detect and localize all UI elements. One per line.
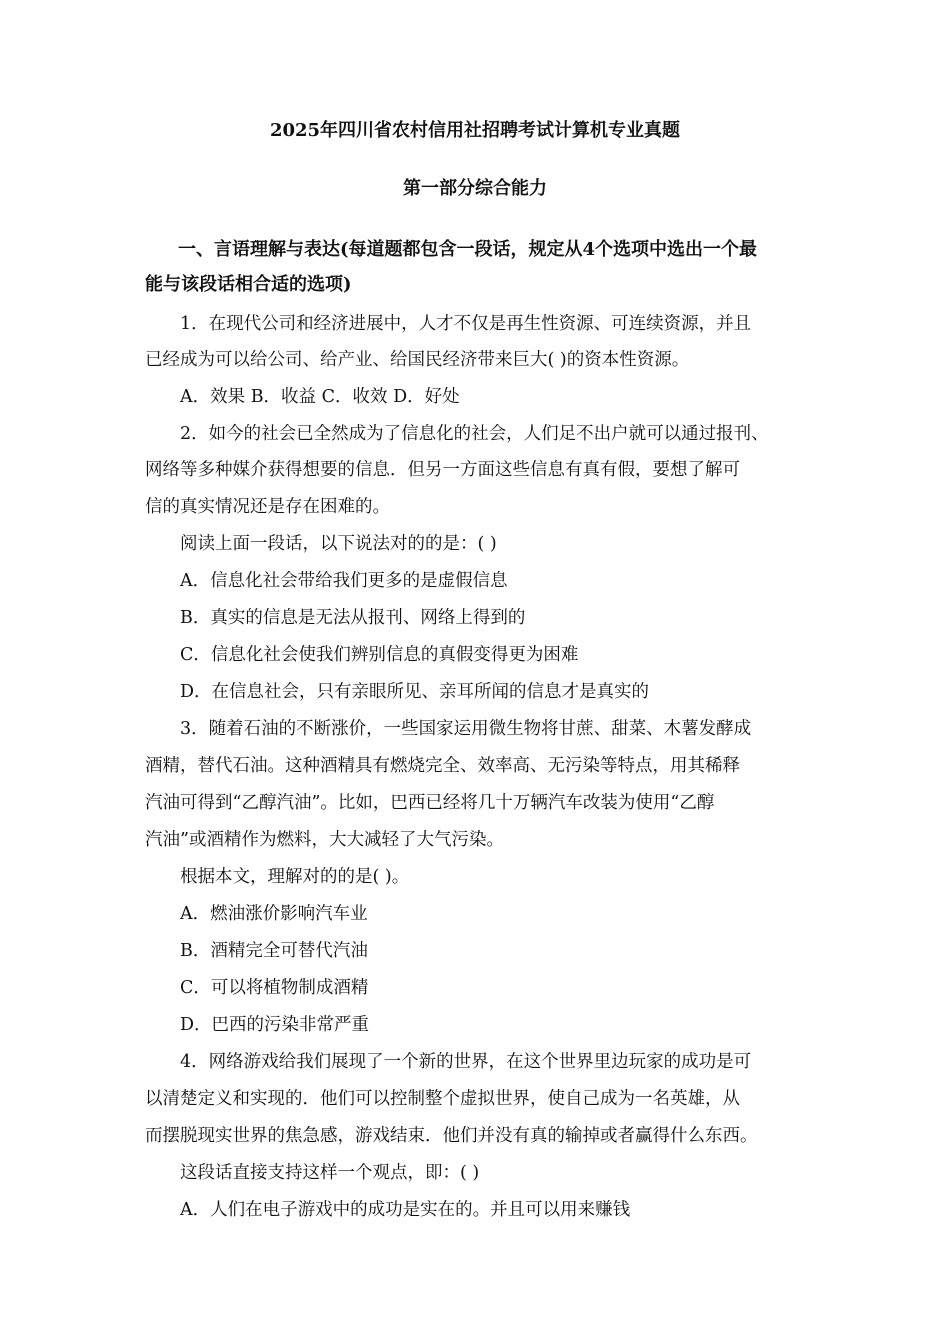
part-title: 第一部分综合能力 [403,178,547,199]
q4-stem-line2: 以清楚定义和实现的．他们可以控制整个虚拟世界，使自己成为一名英雄，从 [145,1089,740,1109]
document-title: 2025年四川省农村信用社招聘考试计算机专业真题 [269,120,681,141]
q2-option-b: B．真实的信息是无法从报刊、网络上得到的 [180,608,526,628]
q2-option-a: A．信息化社会带给我们更多的是虚假信息 [180,571,508,591]
q2-stem-line3: 信的真实情况还是存在困难的。 [145,497,390,517]
section-heading-line1: 一、言语理解与表达(每道题都包含一段话，规定从4个选项中选出一个最 [178,239,758,260]
q4-prompt: 这段话直接支持这样一个观点，即：( ) [180,1163,480,1183]
q3-option-d: D．巴西的污染非常严重 [180,1015,370,1035]
q3-prompt: 根据本文，理解对的的是( )。 [180,867,410,887]
q3-stem-line4: 汽油”或酒精作为燃料，大大减轻了大气污染。 [145,830,504,850]
q2-option-d: D．在信息社会，只有亲眼所见、亲耳所闻的信息才是真实的 [180,682,650,702]
q3-stem-line1: 3．随着石油的不断涨价，一些国家运用微生物将甘蔗、甜菜、木薯发酵成 [180,719,752,739]
q4-stem-line3: 而摆脱现实世界的焦急感，游戏结束．他们并没有真的输掉或者赢得什么东西。 [145,1126,758,1146]
q3-option-c: C．可以将植物制成酒精 [180,978,369,998]
q4-stem-line1: 4．网络游戏给我们展现了一个新的世界，在这个世界里边玩家的成功是可 [180,1052,752,1072]
q3-option-b: B．酒精完全可替代汽油 [180,941,368,961]
q3-stem-line2: 酒精，替代石油。这种酒精具有燃烧完全、效率高、无污染等特点，用其稀释 [145,756,740,776]
q1-stem-line2: 已经成为可以给公司、给产业、给国民经济带来巨大( )的资本性资源。 [145,350,690,370]
q4-option-a: A．人们在电子游戏中的成功是实在的。并且可以用来赚钱 [180,1200,631,1220]
q2-stem-line1: 2．如今的社会已全然成为了信息化的社会，人们足不出户就可以通过报刊、 [180,424,769,444]
q2-option-c: C．信息化社会使我们辨别信息的真假变得更为困难 [180,645,579,665]
section-heading-line2: 能与该段话相合适的选项) [145,274,352,295]
q1-options: A．效果 B．收益 C．收效 D．好处 [180,387,460,407]
q3-stem-line3: 汽油可得到“乙醇汽油”。比如，巴西已经将几十万辆汽车改装为使用“乙醇 [145,793,715,813]
q2-stem-line2: 网络等多种媒介获得想要的信息．但另一方面这些信息有真有假，要想了解可 [145,460,740,480]
q1-stem-line1: 1．在现代公司和经济进展中，人才不仅是再生性资源、可连续资源，并且 [180,314,752,334]
q2-prompt: 阅读上面一段话，以下说法对的的是：( ) [180,534,497,554]
q3-option-a: A．燃油涨价影响汽车业 [180,904,368,924]
